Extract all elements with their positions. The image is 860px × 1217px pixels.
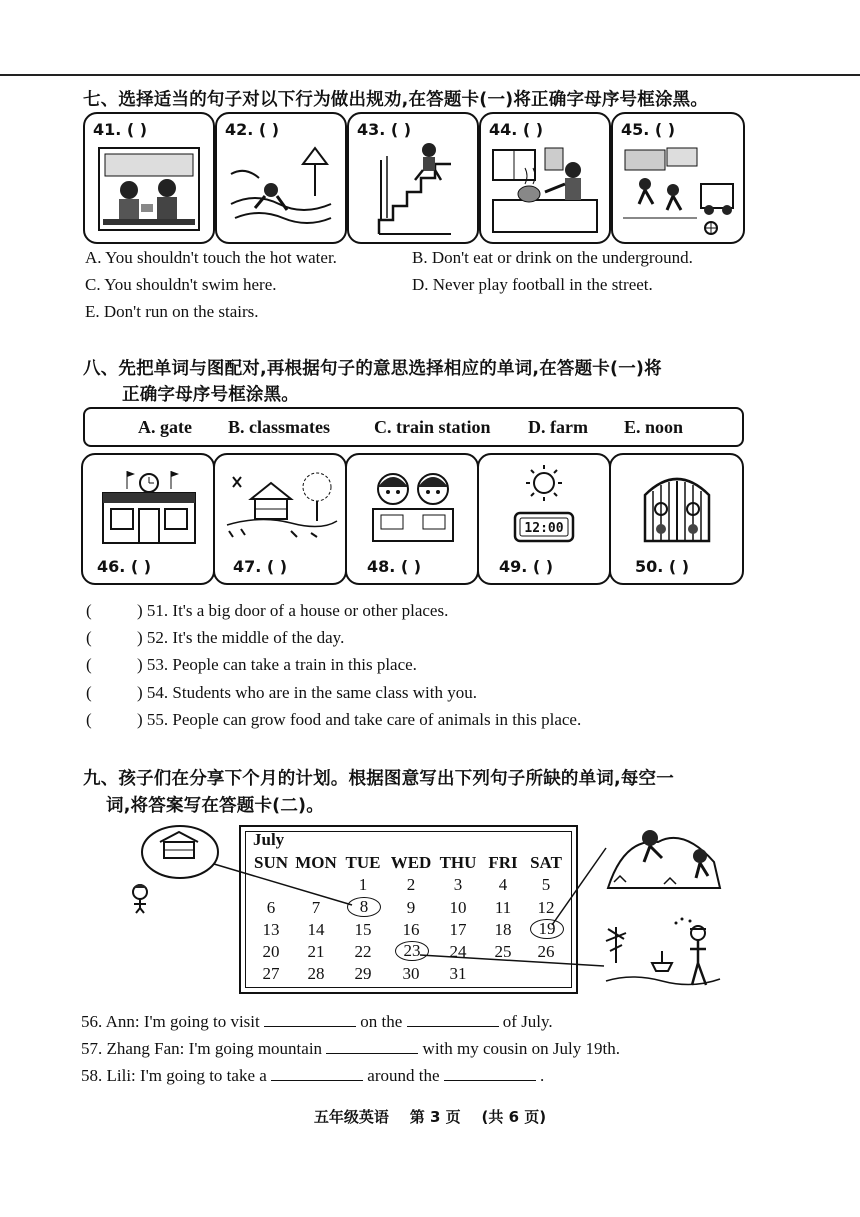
- sentence-53: ) 53. People can take a train in this place.: [137, 655, 417, 674]
- paren: (: [86, 710, 92, 729]
- sentence-55: ) 55. People can grow food and take care of animals in this place.: [137, 710, 582, 729]
- july-calendar: [239, 825, 578, 994]
- calendar-date: 14: [307, 920, 325, 939]
- page-footer: [0, 1106, 860, 1127]
- paren: (: [86, 655, 92, 674]
- section8-heading-cont: 正确字母序号框涂黑。: [122, 385, 299, 405]
- option-d: D. Never play football in the street.: [412, 275, 653, 294]
- calendar-date: 25: [494, 942, 512, 961]
- question-text: of July.: [502, 1012, 553, 1031]
- calendar-day-header: SUN: [253, 853, 288, 872]
- calendar-date: 30: [402, 964, 420, 983]
- sentence-52: ) 52. It's the middle of the day.: [137, 628, 345, 647]
- calendar-day-header: WED: [390, 853, 432, 872]
- calendar-date: 6: [266, 898, 276, 917]
- question-number: 58.: [81, 1066, 103, 1085]
- question-56: [81, 1012, 553, 1032]
- calendar-date: 29: [354, 964, 372, 983]
- answer-blank[interactable]: [444, 1066, 536, 1081]
- calendar-date: 13: [262, 920, 280, 939]
- calendar-date: 10: [449, 898, 467, 917]
- section9-heading: 九、孩子们在分享下个月的计划。根据图意写出下列句子所缺的单词,每空一: [83, 769, 674, 789]
- calendar-date: 21: [307, 942, 325, 961]
- question-number: 56.: [81, 1012, 103, 1031]
- footer-total: (共 6 页): [481, 1108, 547, 1126]
- item-label: 41. ( ): [93, 120, 148, 139]
- question-57: [81, 1039, 620, 1059]
- calendar-date: 2: [406, 875, 416, 894]
- section8-heading: 八、先把单词与图配对,再根据句子的意思选择相应的单词,在答题卡(一)将: [83, 359, 662, 379]
- word-option-e: E. noon: [624, 417, 684, 437]
- calendar-date: 4: [498, 875, 508, 894]
- calendar-day-header: SAT: [530, 853, 562, 872]
- calendar-date: 16: [402, 920, 420, 939]
- sentence-51: ) 51. It's a big door of a house or other places.: [137, 601, 449, 620]
- item-label: 47. ( ): [233, 557, 288, 576]
- paren: (: [86, 601, 92, 620]
- calendar-day-header: MON: [295, 853, 337, 872]
- question-text: Ann: I'm going to visit: [105, 1012, 260, 1031]
- calendar-date: 22: [354, 942, 372, 961]
- question-text: .: [540, 1066, 545, 1085]
- item-label: 44. ( ): [489, 120, 544, 139]
- calendar-day-header: THU: [439, 853, 477, 872]
- item-label: 42. ( ): [225, 120, 280, 139]
- option-b: B. Don't eat or drink on the underground.: [412, 248, 693, 267]
- footer-grade: 五年级英语: [313, 1108, 389, 1126]
- question-text: around the: [367, 1066, 440, 1085]
- item-label: 46. ( ): [97, 557, 152, 576]
- item-label: 43. ( ): [357, 120, 412, 139]
- calendar-date: 7: [311, 898, 321, 917]
- word-option-c: C. train station: [374, 417, 491, 437]
- word-option-d: D. farm: [528, 417, 588, 437]
- calendar-date: 18: [494, 920, 512, 939]
- question-number: 57.: [81, 1039, 103, 1058]
- calendar-date-circled: 19: [530, 919, 564, 939]
- calendar-date: 28: [307, 964, 325, 983]
- word-option-a: A. gate: [138, 417, 192, 437]
- answer-blank[interactable]: [271, 1066, 363, 1081]
- calendar-date: 9: [406, 898, 416, 917]
- calendar-date: 12: [537, 898, 555, 917]
- calendar-date: 1: [358, 875, 368, 894]
- section9-heading-cont: 词,将答案写在答题卡(二)。: [106, 796, 324, 816]
- calendar-date-circled: 23: [395, 941, 429, 961]
- calendar-date: 31: [449, 964, 467, 983]
- calendar-date: 15: [354, 920, 372, 939]
- paren: (: [86, 628, 92, 647]
- calendar-date: 26: [537, 942, 555, 961]
- paren: (: [86, 683, 92, 702]
- item-label: 45. ( ): [621, 120, 676, 139]
- calendar-date: 24: [449, 942, 467, 961]
- calendar-date: 11: [494, 898, 512, 917]
- sentence-54: ) 54. Students who are in the same class with you.: [137, 683, 477, 702]
- calendar-date: 17: [449, 920, 467, 939]
- word-option-b: B. classmates: [228, 417, 330, 437]
- question-text: Lili: I'm going to take a: [106, 1066, 267, 1085]
- item-label: 50. ( ): [635, 557, 690, 576]
- calendar-month: July: [253, 830, 285, 849]
- answer-blank[interactable]: [264, 1012, 356, 1027]
- item-label: 48. ( ): [367, 557, 422, 576]
- option-c: C. You shouldn't swim here.: [85, 275, 277, 294]
- calendar-date-circled: 8: [347, 897, 381, 917]
- calendar-day-header: FRI: [488, 853, 518, 872]
- calendar-day-header: TUE: [345, 853, 381, 872]
- question-text: with my cousin on July 19th.: [422, 1039, 620, 1058]
- answer-blank[interactable]: [326, 1039, 418, 1054]
- calendar-date: 5: [541, 875, 551, 894]
- question-58: [81, 1066, 544, 1086]
- svg-text:12:00: 12:00: [524, 521, 564, 536]
- calendar-date: 27: [262, 964, 280, 983]
- calendar-date: 20: [262, 942, 280, 961]
- question-text: on the: [360, 1012, 403, 1031]
- footer-page: 第 3 页: [409, 1108, 461, 1126]
- answer-blank[interactable]: [407, 1012, 499, 1027]
- option-a: A. You shouldn't touch the hot water.: [85, 248, 337, 267]
- question-text: Zhang Fan: I'm going mountain: [106, 1039, 323, 1058]
- option-e: E. Don't run on the stairs.: [85, 302, 259, 321]
- calendar-date: 3: [453, 875, 463, 894]
- item-label: 49. ( ): [499, 557, 554, 576]
- section7-heading: 七、选择适当的句子对以下行为做出规劝,在答题卡(一)将正确字母序号框涂黑。: [83, 90, 709, 110]
